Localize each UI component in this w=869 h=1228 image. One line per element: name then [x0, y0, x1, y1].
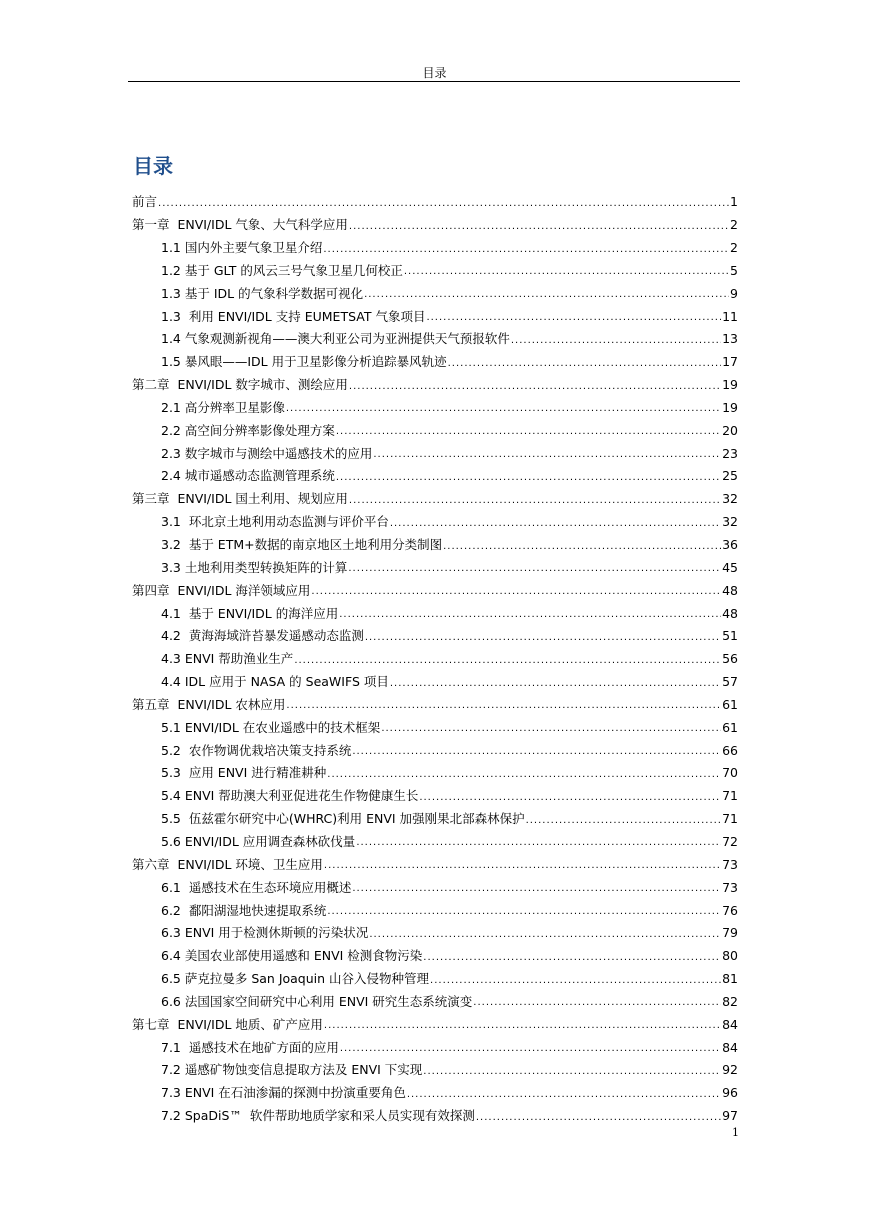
toc-entry-page: 84: [722, 1039, 738, 1055]
toc-dot-leader: [448, 359, 721, 369]
toc-section-entry[interactable]: [132, 757, 738, 780]
toc-section-entry[interactable]: [132, 620, 738, 643]
toc-dot-leader: [323, 245, 729, 255]
toc-entry-page: 82: [722, 993, 738, 1009]
toc-entry-title: 第五章 ENVI/IDL 农林应用: [132, 696, 286, 712]
toc-entry-page: 79: [722, 925, 738, 941]
toc-section-entry[interactable]: [132, 460, 738, 483]
toc-dot-leader: [294, 656, 721, 666]
toc-dot-leader: [339, 610, 721, 620]
toc-dot-leader: [404, 267, 729, 277]
toc-dot-leader: [473, 998, 721, 1008]
toc-entry-page: 23: [722, 445, 738, 461]
toc-dot-leader: [158, 199, 729, 209]
toc-entry-title: 5.6 ENVI/IDL 应用调查森林砍伐量: [161, 833, 356, 849]
toc-entry-title: 3.1 环北京土地利用动态监测与评价平台: [161, 514, 389, 530]
toc-entry-page: 57: [722, 674, 738, 690]
toc-dot-leader: [352, 747, 721, 757]
toc-section-entry[interactable]: [132, 963, 738, 986]
toc-entry-title: 2.3 数字城市与测绘中遥感技术的应用: [161, 445, 373, 461]
toc-entry-title: 2.2 高空间分辨率影像处理方案: [161, 422, 335, 438]
toc-entry-title: 6.2 鄱阳湖湿地快速提取系统: [161, 902, 327, 918]
toc-dot-leader: [526, 816, 722, 826]
toc-section-entry[interactable]: [132, 346, 738, 369]
toc-section-entry[interactable]: [132, 392, 738, 415]
running-header: 目录: [422, 66, 447, 80]
toc-entry-title: 7.3 ENVI 在石油渗漏的探测中扮演重要角色: [161, 1085, 406, 1101]
toc-section-entry[interactable]: [132, 871, 738, 894]
toc-entry-title: 3.2 基于 ETM+数据的南京地区土地利用分类制图: [161, 537, 443, 552]
toc-entry-page: 9: [730, 285, 738, 301]
toc-section-entry[interactable]: [132, 1077, 738, 1100]
toc-entry-page: 45: [722, 559, 738, 575]
toc-entry-title: 5.5 伍兹霍尔研究中心(WHRC)利用 ENVI 加强刚果北部森林保护: [161, 811, 525, 827]
toc-entry-page: 48: [722, 605, 738, 621]
toc-entry-title: 第七章 ENVI/IDL 地质、矿产应用: [132, 1016, 323, 1032]
toc-dot-leader: [390, 679, 721, 689]
toc-entry-page: 76: [722, 902, 738, 918]
toc-entry-title: 第二章 ENVI/IDL 数字城市、测绘应用: [132, 377, 348, 393]
toc-chapter-entry[interactable]: [132, 186, 738, 209]
toc-entry-page: 71: [722, 811, 738, 827]
toc-dot-leader: [511, 336, 721, 346]
toc-dot-leader: [286, 404, 721, 414]
toc-chapter-entry[interactable]: [132, 574, 738, 597]
toc-entry-page: 32: [722, 514, 738, 530]
header-rule: [128, 81, 740, 82]
toc-dot-leader: [407, 1090, 721, 1100]
toc-entry-title: 第四章 ENVI/IDL 海洋领域应用: [132, 582, 311, 598]
toc-entry-title: 4.1 基于 ENVI/IDL 的海洋应用: [161, 605, 339, 621]
toc-entry-title: 5.1 ENVI/IDL 在农业遥感中的技术框架: [161, 719, 381, 735]
toc-chapter-entry[interactable]: [132, 369, 738, 392]
toc-section-entry[interactable]: [132, 986, 738, 1009]
toc-entry-page: 61: [722, 719, 738, 735]
toc-entry-page: 92: [722, 1062, 738, 1078]
toc-entry-title: 1.2 基于 GLT 的风云三号气象卫星几何校正: [161, 262, 403, 278]
toc-entry-title: 1.5 暴风眼——IDL 用于卫星影像分析追踪暴风轨迹: [161, 354, 447, 370]
toc-dot-leader: [426, 313, 721, 323]
toc-entry-page: 72: [722, 833, 738, 849]
toc-entry-title: 1.1 国内外主要气象卫星介绍: [161, 240, 323, 256]
page-number: 1: [732, 1126, 739, 1139]
toc-chapter-entry[interactable]: [132, 483, 738, 506]
toc-dot-leader: [423, 953, 721, 963]
toc-entry-title: 2.4 城市遥感动态监测管理系统: [161, 468, 335, 484]
toc-dot-leader: [356, 838, 721, 848]
toc-entry-title: 1.3 基于 IDL 的气象科学数据可视化: [161, 285, 364, 301]
toc-entry-page: 48: [722, 582, 738, 598]
toc-entry-page: 81: [722, 971, 738, 987]
toc-section-entry[interactable]: [132, 940, 738, 963]
toc-entry-title: 2.1 高分辨率卫星影像: [161, 399, 285, 415]
toc-dot-leader: [336, 427, 721, 437]
toc-dot-leader: [327, 907, 721, 917]
toc-entry-title: 6.6 法国国家空间研究中心利用 ENVI 研究生态系统演变: [161, 993, 473, 1009]
toc-section-entry[interactable]: [132, 552, 738, 575]
toc-dot-leader: [365, 633, 721, 643]
toc-section-entry[interactable]: [132, 414, 738, 437]
toc-entry-page: 73: [722, 856, 738, 872]
toc-entry-title: 7.2 SpaDiS™ 软件帮助地质学家和采人员实现有效探测: [161, 1108, 475, 1124]
toc-section-entry[interactable]: [132, 780, 738, 803]
toc-entry-page: 36: [722, 537, 738, 552]
toc-dot-leader: [340, 1044, 721, 1054]
toc-entry-page: 70: [722, 765, 738, 781]
toc-section-entry[interactable]: [132, 1100, 738, 1123]
toc-section-entry[interactable]: [132, 734, 738, 757]
toc-entry-title: 3.3 土地利用类型转换矩阵的计算: [161, 559, 348, 575]
toc-dot-leader: [324, 861, 721, 871]
toc-chapter-entry[interactable]: [132, 209, 738, 232]
toc-entry-title: 1.3 利用 ENVI/IDL 支持 EUMETSAT 气象项目: [161, 308, 426, 324]
toc-entry-title: 4.4 IDL 应用于 NASA 的 SeaWIFS 项目: [161, 674, 389, 690]
toc-entry-title: 第一章 ENVI/IDL 气象、大气科学应用: [132, 217, 348, 233]
toc-section-entry[interactable]: [132, 666, 738, 689]
toc-entry-page: 71: [722, 788, 738, 804]
toc-entry-title: 前言: [132, 194, 158, 210]
toc-section-entry[interactable]: [132, 597, 738, 620]
toc-dot-leader: [348, 564, 721, 574]
toc-dot-leader: [390, 519, 721, 529]
toc-dot-leader: [419, 793, 721, 803]
toc-chapter-entry[interactable]: [132, 1008, 738, 1031]
toc-dot-leader: [476, 1113, 721, 1123]
toc-entry-page: 56: [722, 651, 738, 667]
toc-section-entry[interactable]: [132, 1054, 738, 1077]
toc-entry-title: 5.2 农作物调优栽培决策支持系统: [161, 742, 352, 758]
toc-dot-leader: [336, 473, 721, 483]
toc-entry-title: 1.4 气象观测新视角——澳大利亚公司为亚洲提供天气预报软件: [161, 331, 510, 347]
toc-title: 目录: [133, 154, 173, 178]
toc-section-entry[interactable]: [132, 437, 738, 460]
toc-section-entry[interactable]: [132, 255, 738, 278]
toc-entry-page: 5: [730, 262, 738, 278]
toc-chapter-entry[interactable]: [132, 848, 738, 871]
toc-entry-page: 73: [722, 879, 738, 895]
toc-section-entry[interactable]: [132, 711, 738, 734]
toc-entry-page: 97: [722, 1108, 738, 1124]
toc-section-entry[interactable]: [132, 506, 738, 529]
toc-entry-page: 84: [722, 1016, 738, 1032]
toc-dot-leader: [369, 930, 721, 940]
toc-entry-page: 17: [722, 354, 738, 370]
toc-entry-title: 4.3 ENVI 帮助渔业生产: [161, 651, 294, 667]
toc-section-entry[interactable]: [132, 529, 738, 552]
toc-section-entry[interactable]: [132, 643, 738, 666]
toc-entry-page: 61: [722, 696, 738, 712]
toc-entry-title: 第六章 ENVI/IDL 环境、卫生应用: [132, 856, 323, 872]
toc-entry-title: 7.2 遥感矿物蚀变信息提取方法及 ENVI 下实现: [161, 1062, 423, 1078]
toc-section-entry[interactable]: [132, 826, 738, 849]
toc-section-entry[interactable]: [132, 1031, 738, 1054]
toc-entry-page: 11: [722, 308, 738, 324]
toc-entry-title: 第三章 ENVI/IDL 国土利用、规划应用: [132, 491, 348, 507]
toc-dot-leader: [381, 724, 721, 734]
toc-dot-leader: [349, 382, 721, 392]
toc-section-entry[interactable]: [132, 323, 738, 346]
toc-entry-page: 20: [722, 422, 738, 438]
toc-section-entry[interactable]: [132, 277, 738, 300]
toc-dot-leader: [349, 496, 721, 506]
toc-section-entry[interactable]: [132, 803, 738, 826]
toc-dot-leader: [352, 884, 721, 894]
toc-section-entry[interactable]: [132, 894, 738, 917]
toc-entry-page: 32: [722, 491, 738, 507]
toc-section-entry[interactable]: [132, 232, 738, 255]
toc-entry-page: 25: [722, 468, 738, 484]
toc-dot-leader: [373, 450, 721, 460]
toc-dot-leader: [430, 976, 721, 986]
toc-dot-leader: [324, 1021, 721, 1031]
toc-dot-leader: [327, 770, 721, 780]
toc-entry-title: 6.3 ENVI 用于检测休斯顿的污染状况: [161, 925, 369, 941]
toc-dot-leader: [349, 222, 729, 232]
toc-dot-leader: [286, 701, 721, 711]
toc-entry-page: 19: [722, 399, 738, 415]
toc-entry-page: 1: [730, 194, 738, 210]
toc-entry-title: 7.1 遥感技术在地矿方面的应用: [161, 1039, 339, 1055]
toc-entry-title: 6.1 遥感技术在生态环境应用概述: [161, 879, 352, 895]
toc-entry-page: 13: [722, 331, 738, 347]
toc-entry-page: 66: [722, 742, 738, 758]
toc-entry-page: 19: [722, 377, 738, 393]
toc-dot-leader: [423, 1067, 721, 1077]
toc-dot-leader: [364, 290, 729, 300]
table-of-contents: [132, 186, 738, 1123]
toc-entry-title: 5.3 应用 ENVI 进行精准耕种: [161, 765, 327, 781]
toc-entry-title: 6.5 萨克拉曼多 San Joaquin 山谷入侵物种管理: [161, 971, 430, 987]
toc-entry-page: 2: [730, 217, 738, 233]
toc-section-entry[interactable]: [132, 300, 738, 323]
toc-entry-page: 80: [722, 948, 738, 964]
toc-dot-leader: [443, 542, 721, 552]
toc-entry-title: 5.4 ENVI 帮助澳大利亚促进花生作物健康生长: [161, 788, 419, 804]
toc-entry-page: 96: [722, 1085, 738, 1101]
toc-entry-page: 2: [730, 240, 738, 256]
toc-dot-leader: [311, 587, 721, 597]
toc-entry-title: 4.2 黄海海域浒苔暴发遥感动态监测: [161, 628, 364, 644]
toc-entry-title: 6.4 美国农业部使用遥感和 ENVI 检测食物污染: [161, 948, 423, 964]
toc-chapter-entry[interactable]: [132, 689, 738, 712]
toc-entry-page: 51: [722, 628, 738, 644]
toc-section-entry[interactable]: [132, 917, 738, 940]
